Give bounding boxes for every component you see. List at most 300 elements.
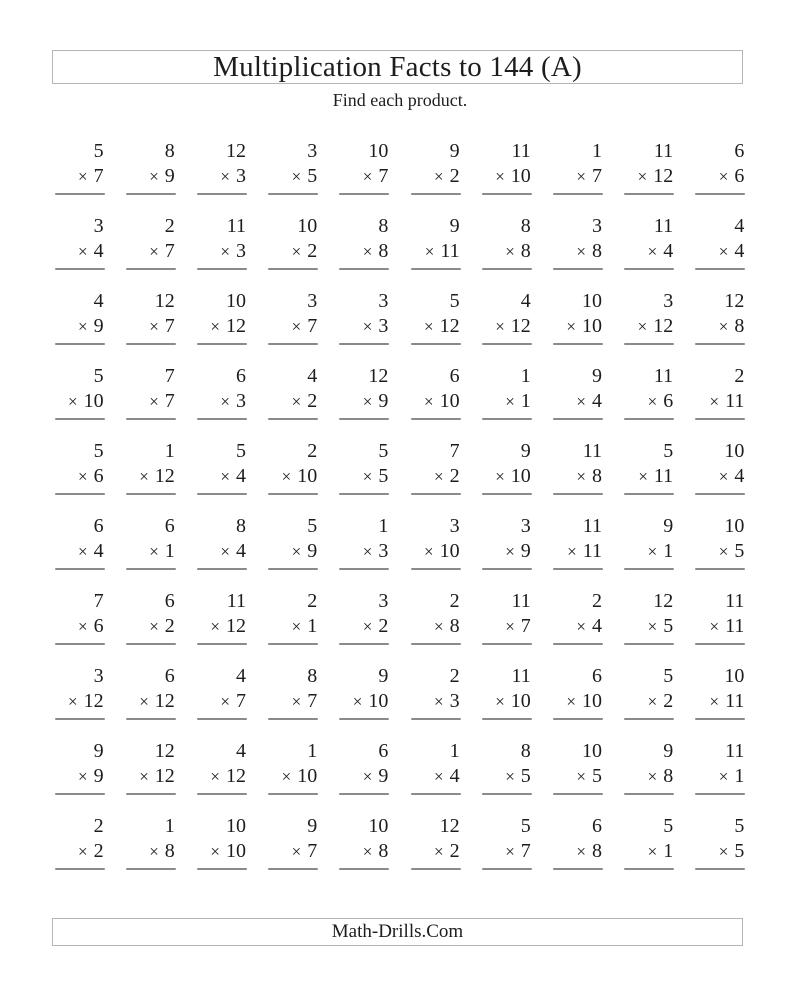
multiplier-row [55,689,105,714]
problem [411,730,461,805]
problem [482,805,532,880]
answer-line [695,643,745,645]
multiply-icon: × [78,167,88,186]
answer-line [695,718,745,720]
multiply-icon: × [78,542,88,561]
multiply-icon: × [149,317,159,336]
multiplicand: 4 [520,290,531,312]
multiplier: 12 [154,690,175,712]
answer-line [339,418,389,420]
answer-line [695,268,745,270]
multiplicand: 8 [520,215,531,237]
answer-line [624,643,674,645]
answer-line [126,793,176,795]
problem [553,430,603,505]
problem [197,730,247,805]
multiplier-row [339,614,389,639]
multiplier-row [482,764,532,789]
multiplier: 5 [591,765,602,787]
multiplicand: 9 [449,215,460,237]
multiplier: 7 [520,615,531,637]
answer-line [197,643,247,645]
multiplier: 10 [581,315,602,337]
problem [695,730,745,805]
multiplier-row [339,314,389,339]
multiplicand: 12 [368,365,389,387]
multiplier-row [55,314,105,339]
multiply-icon: × [68,392,78,411]
multiplier: 2 [93,840,104,862]
answer-line [268,868,318,870]
multiplier-row [197,539,247,564]
multiplier: 9 [378,390,389,412]
multiplier: 3 [235,390,246,412]
multiplier-row [339,389,389,414]
answer-line [339,493,389,495]
answer-line [482,643,532,645]
problem [55,655,105,730]
multiply-icon: × [576,617,586,636]
multiplier: 10 [510,465,531,487]
multiplicand: 10 [581,740,602,762]
answer-line [411,868,461,870]
multiplier-row [126,614,176,639]
multiply-icon: × [566,692,576,711]
multiplicand: 7 [449,440,460,462]
answer-line [126,643,176,645]
answer-line [268,568,318,570]
answer-line [339,718,389,720]
multiplicand: 1 [520,365,531,387]
multiply-icon: × [149,617,159,636]
answer-line [126,343,176,345]
answer-line [339,568,389,570]
multiplier-row [695,539,745,564]
multiplicand: 5 [449,290,460,312]
multiplicand: 11 [653,140,674,162]
multiplicand: 11 [582,440,602,462]
multiplier-row [268,239,318,264]
multiplier: 9 [378,765,389,787]
multiplicand: 11 [511,140,531,162]
multiply-icon: × [220,392,230,411]
answer-line [411,193,461,195]
answer-line [482,793,532,795]
multiplier-row [624,539,674,564]
multiply-icon: × [505,842,515,861]
multiplier: 8 [449,615,460,637]
multiply-icon: × [709,392,720,411]
multiply-icon: × [718,317,729,336]
multiply-icon: × [566,317,576,336]
multiplier: 8 [591,840,602,862]
multiplicand: 5 [520,815,531,837]
multiplier: 5 [663,615,674,637]
multiplier-row [482,464,532,489]
multiply-icon: × [709,692,720,711]
multiplicand: 12 [724,290,745,312]
multiplicand: 10 [724,665,745,687]
problem [482,280,532,355]
multiplicand: 3 [449,515,460,537]
multiplier-row [197,839,247,864]
multiplier-row [339,689,389,714]
multiplier: 9 [520,540,531,562]
problem [55,130,105,205]
multiplier-row [411,239,461,264]
answer-line [55,268,105,270]
problem [411,805,461,880]
answer-line [553,643,603,645]
multiplier: 7 [378,165,389,187]
multiplier-row [126,839,176,864]
multiplicand: 9 [378,665,389,687]
multiplicand: 4 [307,365,318,387]
multiply-icon: × [220,467,230,486]
multiply-icon: × [362,767,373,786]
multiplier-row [695,164,745,189]
problem [553,805,603,880]
multiplicand: 8 [164,140,175,162]
problem [624,655,674,730]
problem [482,730,532,805]
problem [553,205,603,280]
problem [268,655,318,730]
problem [126,805,176,880]
problem [624,355,674,430]
problem [339,655,389,730]
answer-line [624,718,674,720]
answer-line [268,793,318,795]
multiplicand: 3 [378,290,389,312]
multiplier-row [553,314,603,339]
multiplier-row [55,539,105,564]
answer-line [126,868,176,870]
multiplicand: 2 [449,665,460,687]
multiply-icon: × [78,467,88,486]
multiplier: 12 [154,465,175,487]
multiplier: 10 [439,540,460,562]
problem [411,355,461,430]
multiply-icon: × [638,467,648,486]
multiply-icon: × [291,317,302,336]
multiplier-row [339,839,389,864]
multiplier: 4 [591,615,602,637]
multiplier-row [482,539,532,564]
multiplicand: 3 [591,215,602,237]
multiplier-row [553,539,603,564]
answer-line [339,343,389,345]
multiplier: 3 [235,165,246,187]
multiplier: 6 [93,615,104,637]
multiplier-row [553,614,603,639]
problem [411,580,461,655]
multiply-icon: × [78,242,88,261]
answer-line [624,493,674,495]
multiplier-row [553,839,603,864]
multiplier: 2 [378,615,389,637]
multiplier: 10 [368,690,389,712]
problem [126,730,176,805]
multiply-icon: × [505,392,515,411]
multiplier: 1 [164,540,175,562]
answer-line [482,193,532,195]
multiplicand: 3 [93,665,104,687]
multiplier: 9 [93,765,104,787]
problem [55,205,105,280]
multiplicand: 2 [591,590,602,612]
multiplier: 1 [307,615,318,637]
multiplier: 7 [307,315,318,337]
problem [126,205,176,280]
multiply-icon: × [352,692,363,711]
multiply-icon: × [78,767,88,786]
multiplier-row [197,689,247,714]
multiplicand: 12 [154,740,175,762]
multiplier: 11 [725,390,745,412]
problem [55,355,105,430]
answer-line [268,493,318,495]
multiplicand: 3 [378,590,389,612]
multiplier: 1 [663,540,674,562]
multiplicand: 3 [663,290,674,312]
multiplicand: 2 [164,215,175,237]
multiplier-row [411,314,461,339]
multiply-icon: × [362,242,373,261]
multiplicand: 6 [235,365,246,387]
multiplicand: 5 [734,815,745,837]
answer-line [553,793,603,795]
multiplier-row [553,164,603,189]
multiply-icon: × [495,317,505,336]
multiplier: 12 [510,315,531,337]
page-subtitle: Find each product. [332,90,468,110]
answer-line [695,868,745,870]
multiply-icon: × [576,167,586,186]
multiplicand: 1 [378,515,389,537]
answer-line [553,268,603,270]
multiplier-row [411,164,461,189]
multiply-icon: × [576,242,586,261]
problem [268,430,318,505]
multiply-icon: × [647,692,658,711]
multiplicand: 11 [582,515,602,537]
problem [553,130,603,205]
multiplicand: 5 [93,140,104,162]
multiply-icon: × [68,692,78,711]
multiplier: 8 [734,315,745,337]
multiplier: 3 [449,690,460,712]
answer-line [553,868,603,870]
answer-line [197,568,247,570]
multiplier: 4 [235,540,246,562]
multiplier-row [411,689,461,714]
multiplicand: 6 [734,140,745,162]
problem [126,355,176,430]
multiplier-row [268,689,318,714]
answer-line [624,268,674,270]
multiplier-row [411,839,461,864]
multiply-icon: × [291,617,302,636]
multiplier-row [482,839,532,864]
answer-line [55,718,105,720]
multiply-icon: × [647,542,658,561]
problem [126,130,176,205]
multiplier: 10 [297,765,318,787]
multiplier: 11 [725,615,745,637]
multiplier: 10 [439,390,460,412]
multiplicand: 6 [591,815,602,837]
multiplier: 10 [83,390,104,412]
problem [268,580,318,655]
multiplier-row [695,314,745,339]
multiply-icon: × [139,767,149,786]
multiplier: 10 [581,690,602,712]
multiplier: 4 [449,765,460,787]
multiplier-row [339,464,389,489]
multiply-icon: × [210,842,220,861]
multiplier: 2 [449,165,460,187]
multiply-icon: × [220,542,230,561]
multiplier-row [55,614,105,639]
multiplier: 6 [93,465,104,487]
multiplicand: 3 [93,215,104,237]
multiplier: 7 [307,690,318,712]
multiplier: 2 [449,840,460,862]
multiplicand: 12 [154,290,175,312]
multiply-icon: × [139,692,149,711]
answer-line [339,793,389,795]
multiplicand: 8 [520,740,531,762]
answer-line [695,568,745,570]
answer-line [268,268,318,270]
answer-line [411,568,461,570]
multiplicand: 2 [307,590,318,612]
multiplier: 12 [154,765,175,787]
answer-line [197,868,247,870]
multiplier: 4 [734,240,745,262]
multiply-icon: × [567,542,577,561]
multiply-icon: × [576,767,586,786]
multiplicand: 9 [307,815,318,837]
problem [624,505,674,580]
multiplicand: 9 [591,365,602,387]
multiplier: 6 [663,390,674,412]
multiplier-row [197,239,247,264]
multiplier-row [411,614,461,639]
multiplier-row [482,164,532,189]
multiply-icon: × [139,467,149,486]
answer-line [695,343,745,345]
multiplicand: 4 [235,740,246,762]
multiplicand: 10 [368,140,389,162]
answer-line [411,343,461,345]
multiply-icon: × [210,317,220,336]
problem [126,580,176,655]
answer-line [268,643,318,645]
problem [482,355,532,430]
multiply-icon: × [362,167,373,186]
problem [268,805,318,880]
problem [553,505,603,580]
problem [126,655,176,730]
multiplicand: 9 [520,440,531,462]
answer-line [553,193,603,195]
multiplier: 7 [164,315,175,337]
multiply-icon: × [291,842,302,861]
multiplier-row [268,389,318,414]
answer-line [553,418,603,420]
problem [197,355,247,430]
multiplicand: 9 [449,140,460,162]
multiply-icon: × [78,317,88,336]
problem [55,505,105,580]
answer-line [268,718,318,720]
problem [553,730,603,805]
multiplier-row [126,539,176,564]
multiply-icon: × [647,767,658,786]
answer-line [482,343,532,345]
multiplier: 9 [164,165,175,187]
multiply-icon: × [505,767,515,786]
multiplier-row [197,464,247,489]
multiplier: 7 [307,840,318,862]
multiplier: 8 [520,240,531,262]
multiplier-row [55,464,105,489]
multiplier-row [624,164,674,189]
multiply-icon: × [78,617,88,636]
answer-line [339,193,389,195]
answer-line [197,493,247,495]
multiply-icon: × [637,167,648,186]
problem [126,280,176,355]
problem [695,355,745,430]
problem [197,805,247,880]
multiplier-row [624,464,674,489]
answer-line [482,718,532,720]
multiplier: 5 [734,840,745,862]
answer-line [126,268,176,270]
problem [339,730,389,805]
multiplier: 8 [164,840,175,862]
multiplier-row [126,314,176,339]
answer-line [411,268,461,270]
multiplier: 8 [663,765,674,787]
multiplier: 5 [307,165,318,187]
multiply-icon: × [576,842,586,861]
problem [553,355,603,430]
multiplier: 4 [591,390,602,412]
multiplier-row [695,689,745,714]
multiplicand: 11 [511,590,531,612]
problem [695,430,745,505]
multiplier-row [339,164,389,189]
multiplicand: 4 [93,290,104,312]
multiplier: 7 [235,690,246,712]
answer-line [268,193,318,195]
multiply-icon: × [362,392,373,411]
multiplier-row [695,764,745,789]
multiplicand: 5 [663,815,674,837]
multiply-icon: × [718,167,729,186]
multiplicand: 9 [663,515,674,537]
multiply-icon: × [505,242,515,261]
multiply-icon: × [576,467,586,486]
multiply-icon: × [291,692,302,711]
multiplier-row [268,164,318,189]
answer-line [695,418,745,420]
problem [695,805,745,880]
